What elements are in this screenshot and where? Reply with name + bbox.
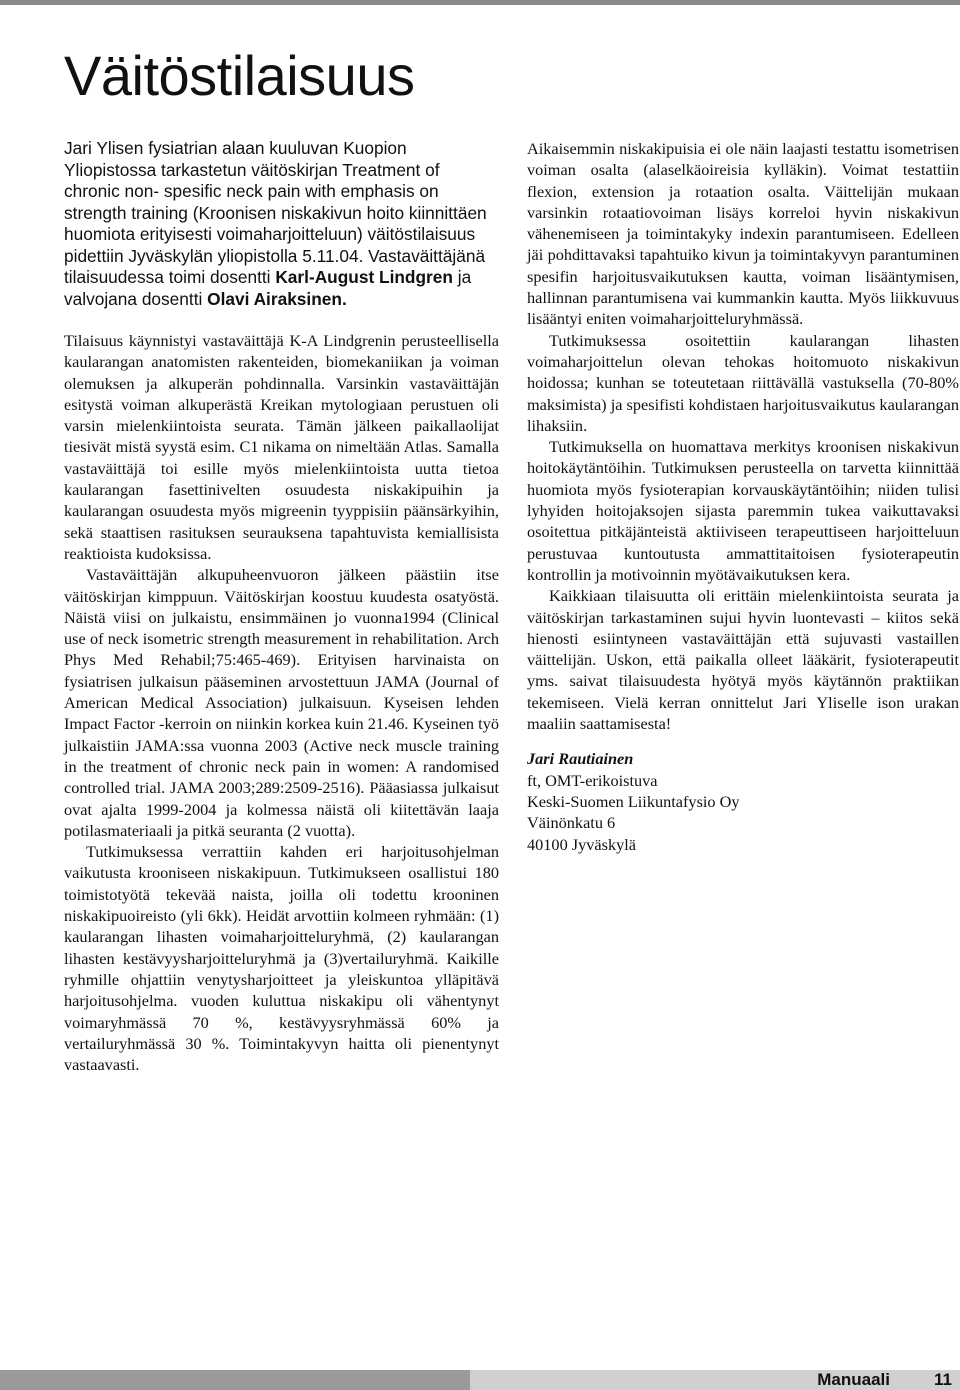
body-paragraph: Tilaisuus käynnistyi vastaväittäjä K-A Lindgrenin perusteellisella kaularangan anatomisten rakenteiden, biomekaniikan ja voiman olemuksen ja alkuperän pohdinnalla. Varsinkin vastaväittäjän esitystä voiman alkuperästä Kreikan mytologiaan perustuen oli varsin mielenkiintoista seurata. Tämän jälkeen paikallaolijat tiesivät mistä syystä esim. C1 nikama on nimeltään Atlas. Samalla vastaväittäjä toi esille myös mielenkiintoista uutta tietoa kaularangan fasettinivelten osuudesta niskakipuihin ja kaularangan osuudesta myös migreenin tyyppisiin päänsärkyihin, sekä staattisen rasituksen seurauksena tapahtuvista kemiallisista reaktioista kudoksissa. <box>64 331 499 563</box>
lead-text-1: Jari Ylisen fysiatrian alaan kuuluvan Kuopion Yliopistossa tarkastetun väitöskirjan Treatment of chronic non- spesific neck pain with emphasis on strength training (Kroonisen niskakivun hoito kiinnittäen huomiota erityisesti voimaharjoitteluun) väitöstilaisuus pidettiin Jyväskylän yliopistolla 5.11.04. Vastaväittäjänä tilaisuudessa toimi dosentti <box>64 138 487 287</box>
opponent-name: Karl-August Lindgren <box>275 267 453 287</box>
page-number: 11 <box>934 1370 952 1389</box>
top-rule <box>0 0 960 5</box>
lead-text-2: ja valvojana dosentti <box>64 267 472 309</box>
publication-name: Manuaali <box>817 1370 890 1389</box>
body-paragraph: Tutkimuksella on huomattava merkitys kroonisen niskakivun hoitokäytäntöihin. Tutkimuksen perusteella on tarvetta kiinnittää huomiota myös fysioterapian korvauskäytäntöihin; niiden tulisi lyhyiden hoitojaksojen sijasta paremmin tukea vaikuttavaksi osoitettua pitkäjänteistä aktiiviseen terapeuttiseen harjoitteluun perustuvaa kuntoutusta ammattitaitoisen fysioterapeutin kontrollin ja motivoinnin myötävaikutuksen kera. <box>527 437 959 584</box>
author-title: ft, OMT-erikoistuva <box>527 770 658 790</box>
footer-stripe <box>0 1370 470 1390</box>
body-paragraph: Aikaisemmin niskakipuisia ei ole näin laajasti testattu isometrisen voiman osalta (alaselkäoireisia kylläkin). Voimat testattiin flexion, extension ja rotaation osalta. Väittelijän mukaan varsinkin rotaatiovoiman lisäys korreloi hyvin niskakivun vähenemiseen ja toimintakyky indexin parantumiseen. Edelleen jäi pohdittavaksi tapahtuiko kivun ja toimintakyvyn parantuminen spesifin harjoitusvaikutuksen kautta, voiman lisääntymisen, hallinnan parantumisena vai kummankin kautta. Myös liikkuvuus lisääntyi eniten voimaharjoitteluryhmässä. <box>527 139 959 329</box>
body-paragraph: Tutkimuksessa osoitettiin kaularangan lihasten voimaharjoittelun olevan tehokas hoitomuoto niskakivun hoidossa; kunhan se toteutetaan riittävällä vastuksella (70-80% maksimista) ja spesifisti kohdistaen harjoitusvaikutus kaularangan lihaksiin. <box>527 330 959 435</box>
author-city: 40100 Jyväskylä <box>527 834 636 854</box>
right-body <box>527 138 959 734</box>
page-title: Väitöstilaisuus <box>64 44 415 107</box>
lead-paragraph <box>64 138 499 310</box>
body-paragraph: Kaikkiaan tilaisuutta oli erittäin mielenkiintoista seurata ja väitöskirjan tarkastaminen sujui hyvin luontevasti – kiitos sekä hienosti esiintyneen vastaväittäjän että sujuvasti vastaillen väittelijän. Uskon, että paikalla olleet lääkärit, fysioterapeutit yms. saivat tilaisuudesta hyötyä myös käytännön praktiikan tekemiseen. Vielä kerran onnittelut Jari Yliselle ison urakan maaliin saattamisesta! <box>527 586 959 734</box>
body-paragraph: Vastaväittäjän alkupuheenvuoron jälkeen päästiin itse väitöskirjan kimppuun. Väitöskirjan koostuu kuudesta osatyöstä. Näistä viisi on julkaistu, ensimmäinen jo vuonna1994 (Clinical use of neck isometric strength measurement in rehabilitation. Arch Phys Med Rehabil;75:465-469). Erityisen harvinaista on fysiatrisen julkaisun pääseminen arvostettuun JAMA (Journal of American Medical Association) julkaisuun. Kyseisen lehden Impact Factor -kerroin on niinkin korkea kuin 21.46. Kyseinen työ julkaistiin JAMA:ssa vuonna 2003 (Active neck muscle training in the treatment of chronic neck pain in women: A randomised controlled trial. JAMA 2003;289:2509-2516). Pääasiassa julkaisut ovat ajalta 1999-2004 ja kolmessa näistä oli kiitettävän laaja potilasmateriaali ja pitkä seuranta (2 vuotta). <box>64 565 499 840</box>
right-column <box>527 138 959 855</box>
supervisor-name: Olavi Airaksinen <box>207 288 342 309</box>
left-body <box>64 330 499 1075</box>
lead-text-3: . <box>341 288 347 309</box>
left-column <box>64 138 499 1075</box>
author-company: Keski-Suomen Liikuntafysio Oy <box>527 791 740 811</box>
author-street: Väinönkatu 6 <box>527 813 616 833</box>
body-paragraph: Tutkimuksessa verrattiin kahden eri harjoitusohjelman vaikutusta krooniseen niskakipuun. Tutkimukseen osallistui 180 toimistotyötä tekevää naista, joilla oli todettu krooninen niskakipuoireisto (yli 6kk). Heidät arvottiin kolmeen ryhmään: (1) kaularangan lihasten voimaharjoitteluryhmä, (2) kaularangan lihasten kestävyysharjoitteluryhmä ja (3)vertailuryhmä. Kaikille ryhmille ohjattiin venytysharjoitteet ja yleiskuntoa ylläpitävä harjoitusohjelma. vuoden kuluttua niskakipu oli vähentynyt voimaryhmässä 70 %, kestävyysryhmässä 60% ja vertailuryhmässä 30 %. Toimintakyvyn haitta oli pienentynyt vastaavasti. <box>64 842 499 1075</box>
author-name: Jari Rautiainen <box>527 749 634 769</box>
signature-block <box>527 748 959 854</box>
